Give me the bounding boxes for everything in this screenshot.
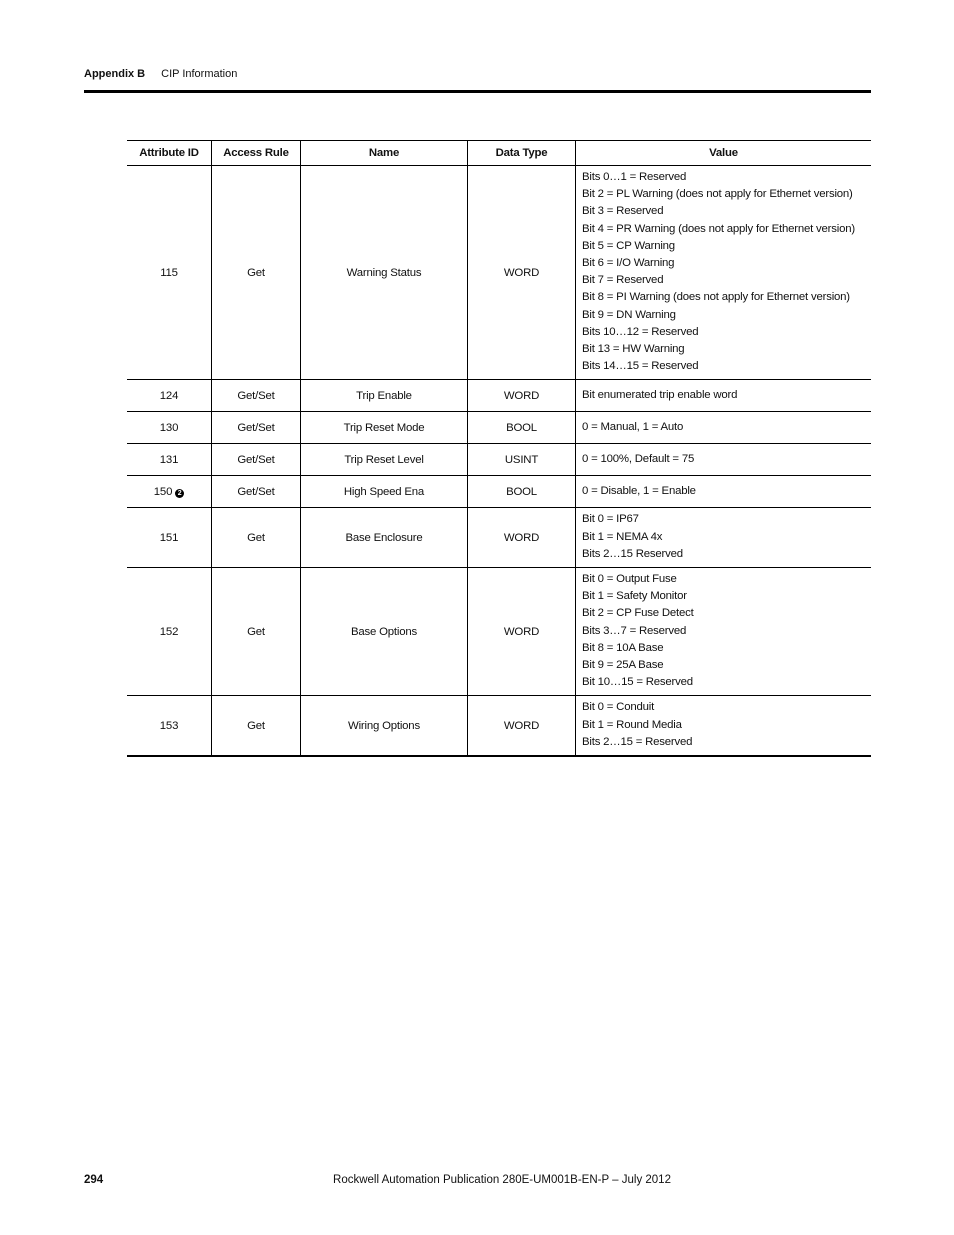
table-row	[127, 380, 871, 412]
value-line: Bit enumerated trip enable word	[582, 388, 738, 401]
value-line: 0 = 100%, Default = 75	[582, 452, 695, 465]
value-line: Bit 1 = Safety Monitor	[582, 590, 687, 603]
table-row	[127, 508, 871, 568]
cell-access-rule: Get	[212, 696, 301, 756]
cell-name: Trip Reset Level	[301, 444, 468, 476]
table-row	[127, 444, 871, 476]
attribute-id-text: 130	[159, 421, 179, 434]
cell-data-type: WORD	[468, 696, 576, 756]
cell-attribute-id	[127, 696, 212, 756]
cell-name: Warning Status	[301, 166, 468, 380]
table-row	[127, 568, 871, 696]
value-line: Bits 14…15 = Reserved	[582, 360, 699, 373]
cell-value	[576, 476, 872, 508]
cell-name: High Speed Ena	[301, 476, 468, 508]
table-row	[127, 476, 871, 508]
cell-value	[576, 508, 872, 568]
column-name: Name	[301, 141, 468, 166]
column-attribute-id: Attribute ID	[127, 141, 212, 166]
attribute-id-text: 150	[153, 485, 173, 498]
attribute-id-text: 131	[159, 453, 179, 466]
value-line: Bit 9 = 25A Base	[582, 659, 664, 672]
value-line: Bit 3 = Reserved	[582, 205, 664, 218]
attribute-id-text: 153	[159, 719, 179, 732]
cell-value	[576, 444, 872, 476]
cell-access-rule: Get	[212, 166, 301, 380]
attribute-id-text: 115	[160, 266, 178, 279]
cell-name: Base Enclosure	[301, 508, 468, 568]
column-access-rule: Access Rule	[212, 141, 301, 166]
value-line: Bit 9 = DN Warning	[582, 308, 676, 321]
value-line: Bit 5 = CP Warning	[582, 239, 675, 252]
attribute-id-text: 151	[159, 531, 179, 544]
value-line: Bit 8 = 10A Base	[582, 641, 664, 654]
cell-data-type: USINT	[468, 444, 576, 476]
value-line: Bit 13 = HW Warning	[582, 343, 685, 356]
cell-access-rule: Get/Set	[212, 412, 301, 444]
cell-access-rule: Get/Set	[212, 380, 301, 412]
value-line: Bit 0 = Conduit	[582, 701, 655, 714]
cell-value	[576, 568, 872, 696]
cell-access-rule: Get/Set	[212, 476, 301, 508]
header-row	[127, 141, 871, 166]
value-line: 0 = Manual, 1 = Auto	[582, 420, 684, 433]
table-row	[127, 166, 871, 380]
value-line: Bits 10…12 = Reserved	[582, 325, 699, 338]
page-number: 294	[84, 1174, 104, 1186]
cip-attribute-table	[127, 140, 871, 757]
publication-info: Rockwell Automation Publication 280E-UM001B-EN-P – July 2012	[333, 1174, 671, 1186]
value-line: Bit 8 = PI Warning (does not apply for Ethernet version)	[582, 291, 850, 304]
cip-attribute-table-container	[127, 140, 871, 757]
value-line: 0 = Disable, 1 = Enable	[582, 484, 696, 497]
table-body	[127, 166, 871, 757]
column-data-type: Data Type	[468, 141, 576, 166]
value-line: Bit 2 = CP Fuse Detect	[582, 607, 694, 620]
cell-attribute-id	[127, 380, 212, 412]
value-line: Bit 7 = Reserved	[582, 274, 664, 287]
cell-data-type: BOOL	[468, 412, 576, 444]
value-line: Bit 10…15 = Reserved	[582, 676, 693, 689]
publication-footer	[0, 1174, 954, 1186]
cell-data-type: BOOL	[468, 476, 576, 508]
cell-access-rule: Get	[212, 508, 301, 568]
cell-name: Trip Reset Mode	[301, 412, 468, 444]
appendix-label: Appendix B	[84, 68, 146, 80]
cell-access-rule: Get	[212, 568, 301, 696]
cell-name: Trip Enable	[301, 380, 468, 412]
value-line: Bit 0 = Output Fuse	[582, 573, 677, 586]
cell-data-type: WORD	[468, 508, 576, 568]
table-row	[127, 696, 871, 756]
value-line: Bits 2…15 Reserved	[582, 547, 683, 560]
page-header	[84, 66, 871, 93]
footnote-marker: 2	[175, 489, 184, 498]
table-header	[127, 141, 871, 166]
value-line: Bit 1 = Round Media	[582, 718, 682, 731]
cell-value	[576, 380, 872, 412]
cell-value	[576, 412, 872, 444]
cell-attribute-id	[127, 166, 212, 380]
cell-name: Base Options	[301, 568, 468, 696]
column-value: Value	[576, 141, 872, 166]
cell-data-type: WORD	[468, 166, 576, 380]
cell-value	[576, 166, 872, 380]
cell-attribute-id	[127, 412, 212, 444]
value-line: Bits 0…1 = Reserved	[582, 171, 687, 183]
cell-attribute-id	[127, 568, 212, 696]
cell-attribute-id	[127, 508, 212, 568]
attribute-id-text: 124	[159, 389, 179, 402]
value-line: Bits 2…15 = Reserved	[582, 735, 693, 748]
section-title: CIP Information	[161, 68, 238, 80]
value-line: Bit 6 = I/O Warning	[582, 257, 675, 270]
cell-data-type: WORD	[468, 568, 576, 696]
cell-attribute-id	[127, 476, 212, 508]
cell-attribute-id	[127, 444, 212, 476]
attribute-id-text: 152	[159, 625, 179, 638]
cell-value	[576, 696, 872, 756]
cell-data-type: WORD	[468, 380, 576, 412]
cell-name: Wiring Options	[301, 696, 468, 756]
value-line: Bits 3…7 = Reserved	[582, 624, 687, 637]
value-line: Bit 2 = PL Warning (does not apply for Ethernet version)	[582, 188, 853, 201]
table-row	[127, 412, 871, 444]
cell-access-rule: Get/Set	[212, 444, 301, 476]
value-line: Bit 0 = IP67	[582, 513, 639, 526]
value-line: Bit 4 = PR Warning (does not apply for Ethernet version)	[582, 222, 855, 235]
value-line: Bit 1 = NEMA 4x	[582, 530, 663, 543]
